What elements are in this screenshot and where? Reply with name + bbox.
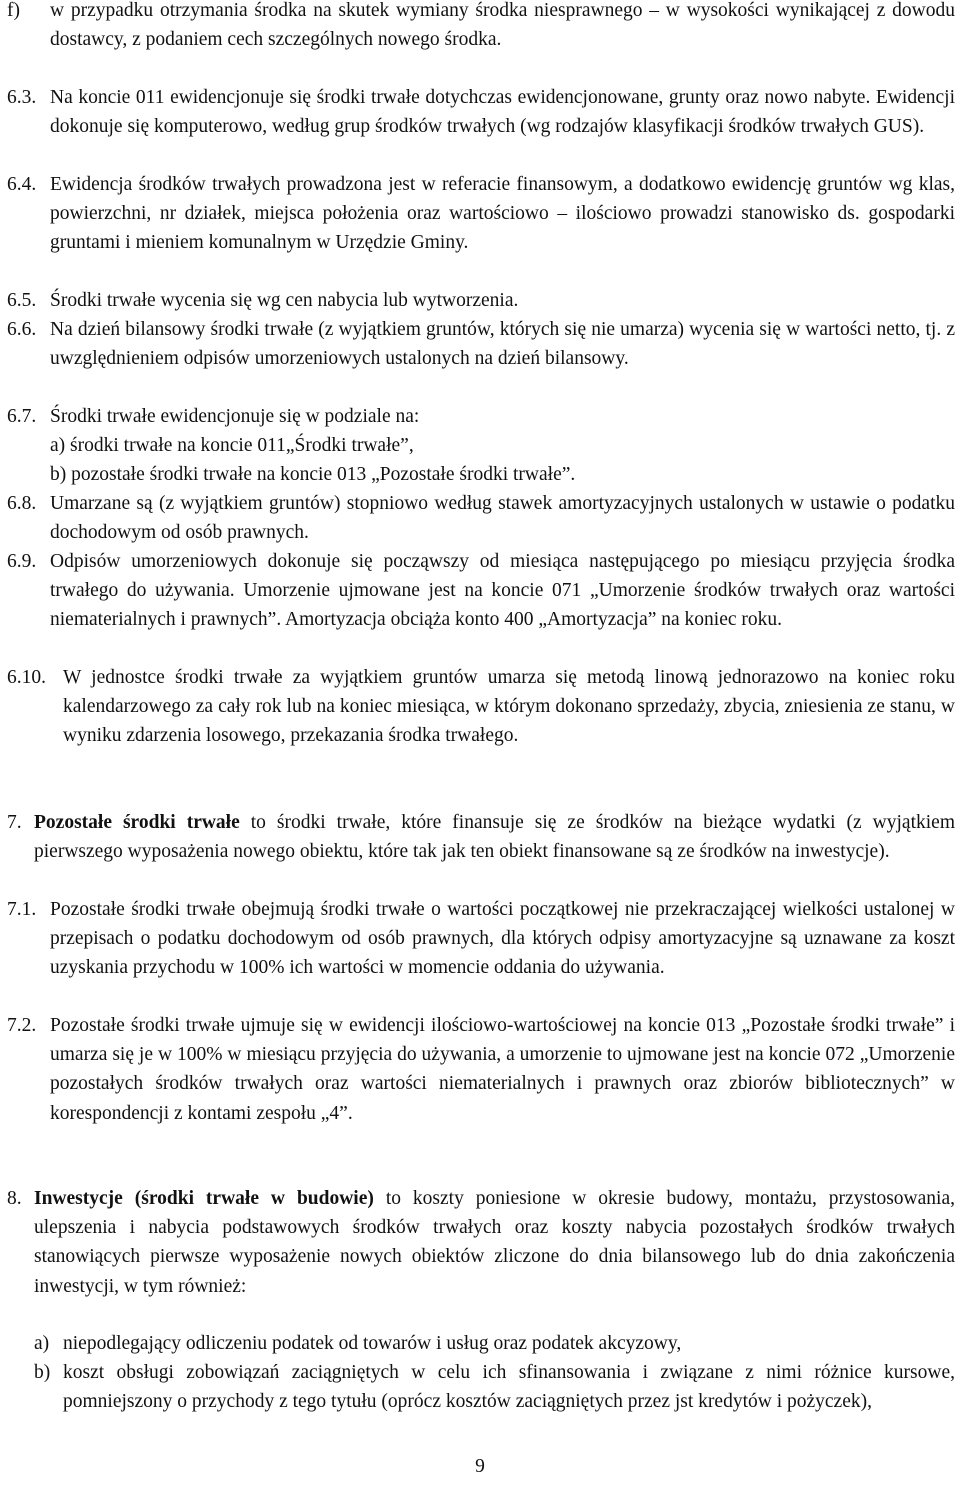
item-number: 6.3. <box>7 87 37 108</box>
item-6-10 <box>0 663 955 751</box>
item-6-7 <box>0 402 955 490</box>
item-number: 6.10. <box>7 667 46 688</box>
item-text: Umarzane są (z wyjątkiem gruntów) stopniowo według stawek amortyzacyjnych ustalonych w ustawie o podatku dochodowym od osób prawnych. <box>50 493 955 544</box>
item-text: koszt obsługi zobowiązań zaciągniętych w celu ich sfinansowania i związane z nimi różnice kursowe, pomniejszony o przychody z tego tytułu (oprócz kosztów zaciągniętych przez jst kredytów i pożyczek), <box>63 1362 955 1413</box>
section-text: to środki trwałe, które finansuje się ze środków na bieżące wydatki (z wyjątkiem pierwszego wyposażenia nowego obiektu, które tak jak ten obiekt finansowane są ze środków na inwestycje). <box>34 812 955 863</box>
section-number: 7. <box>7 812 22 833</box>
sub-item-a: a) środki trwałe na koncie 011„Środki trwałe”, <box>50 435 414 457</box>
item-text: Pozostałe środki trwałe obejmują środki trwałe o wartości początkowej nie przekraczającej wielkości ustalonej w przepisach o podatku dochodowym od osób prawnych, dla których odpisy amortyzacyjne są uznawane za koszt uzyskania przychodu w 100% ich wartości w momencie oddania do używania. <box>50 899 955 979</box>
item-text: w przypadku otrzymania środka na skutek wymiany środka niesprawnego – w wysokości wynikającej z dowodu dostawcy, z podaniem cech szczególnych nowego środka. <box>50 0 955 51</box>
item-8-b <box>0 1358 955 1416</box>
item-text: Pozostałe środki trwałe ujmuje się w ewidencji ilościowo-wartościowej na koncie 013 „Pozostałe środki trwałe” i umarza się je w 100% w miesiącu przyjęcia do używania, a umorzenie to ujmowane jest na koncie 072 „Umorzenie pozostałych środków trwałych oraz wartości niematerialnych i prawnych oraz zbiorów bibliotecznych” w korespondencji z kontami zespołu „4”. <box>50 1015 955 1124</box>
item-text: Środki trwałe ewidencjonuje się w podziale na: <box>50 406 420 427</box>
item-number: b) <box>34 1362 51 1383</box>
section-8 <box>0 1184 955 1301</box>
section-number: 8. <box>7 1188 22 1209</box>
item-7-1 <box>0 895 955 983</box>
item-text: Odpisów umorzeniowych dokonuje się począwszy od miesiąca następującego po miesiącu przyjęcia środka trwałego do używania. Umorzenie ujmowane jest na koncie 071 „Umorzenie środków trwałych oraz wartości niematerialnych i prawnych”. Amortyzacja obciąża konto 400 „Amortyzacja” na koniec roku. <box>50 551 955 631</box>
item-text: niepodlegający odliczeniu podatek od towarów i usług oraz podatek akcyzowy, <box>63 1333 682 1354</box>
item-6-9 <box>0 547 955 635</box>
page-number: 9 <box>475 1456 485 1477</box>
item-6-8 <box>0 489 955 547</box>
section-title: Pozostałe środki trwałe <box>34 812 240 833</box>
sub-item-b: b) pozostałe środki trwałe na koncie 013 „Pozostałe środki trwałe”. <box>50 464 576 486</box>
item-text: W jednostce środki trwałe za wyjątkiem gruntów umarza się metodą linową jednorazowo na koniec roku kalendarzowego za cały rok lub na koniec miesiąca, w którym dokonano sprzedaży, zbycia, zniesienia ze stanu, w wyniku zdarzenia losowego, przekazania środka trwałego. <box>63 667 955 747</box>
item-number: 6.8. <box>7 493 37 514</box>
item-number: 6.5. <box>7 290 37 311</box>
item-8-a <box>0 1329 955 1358</box>
item-6-6 <box>0 315 955 373</box>
item-number: 7.1. <box>7 899 37 920</box>
item-text: Ewidencja środków trwałych prowadzona jest w referacie finansowym, a dodatkowo ewidencję gruntów wg klas, powierzchni, nr działek, miejsca położenia oraz wartościowo – ilościowo prowadzi stanowisko ds. gospodarki gruntami i mieniem komunalnym w Urzędzie Gminy. <box>50 174 955 254</box>
item-text: Środki trwałe wycenia się wg cen nabycia lub wytworzenia. <box>50 290 519 311</box>
item-number: 6.9. <box>7 551 37 572</box>
item-f <box>0 0 955 54</box>
item-7-2 <box>0 1011 955 1128</box>
item-number: 6.4. <box>7 174 37 195</box>
item-number: 6.7. <box>7 406 37 427</box>
item-text: Na koncie 011 ewidencjonuje się środki trwałe dotychczas ewidencjonowane, grunty oraz nowo nabyte. Ewidencji dokonuje się komputerowo, według grup środków trwałych (wg rodzajów klasyfikacji środków trwałych GUS). <box>50 87 955 138</box>
item-text: Na dzień bilansowy środki trwałe (z wyjątkiem gruntów, których się nie umarza) wycenia się w wartości netto, tj. z uwzględnieniem odpisów umorzeniowych ustalonych na dzień bilansowy. <box>50 319 955 370</box>
item-number: 6.6. <box>7 319 37 340</box>
item-number: 7.2. <box>7 1015 37 1036</box>
section-title: Inwestycje (środki trwałe w budowie) <box>34 1188 374 1209</box>
item-number: a) <box>34 1333 50 1354</box>
section-7 <box>0 808 955 866</box>
section-text: to koszty poniesione w okresie budowy, montażu, przystosowania, ulepszenia i nabycia podstawowych środków trwałych oraz koszty nabycia pozostałych środków trwałych stanowiących pierwsze wyposażenie nowych obiektów zliczone do dnia bilansowego lub do dnia zakończenia inwestycji, w tym również: <box>34 1188 955 1297</box>
item-6-3 <box>0 83 955 141</box>
item-6-4 <box>0 170 955 258</box>
item-6-5 <box>0 286 955 315</box>
item-number: f) <box>7 0 20 21</box>
